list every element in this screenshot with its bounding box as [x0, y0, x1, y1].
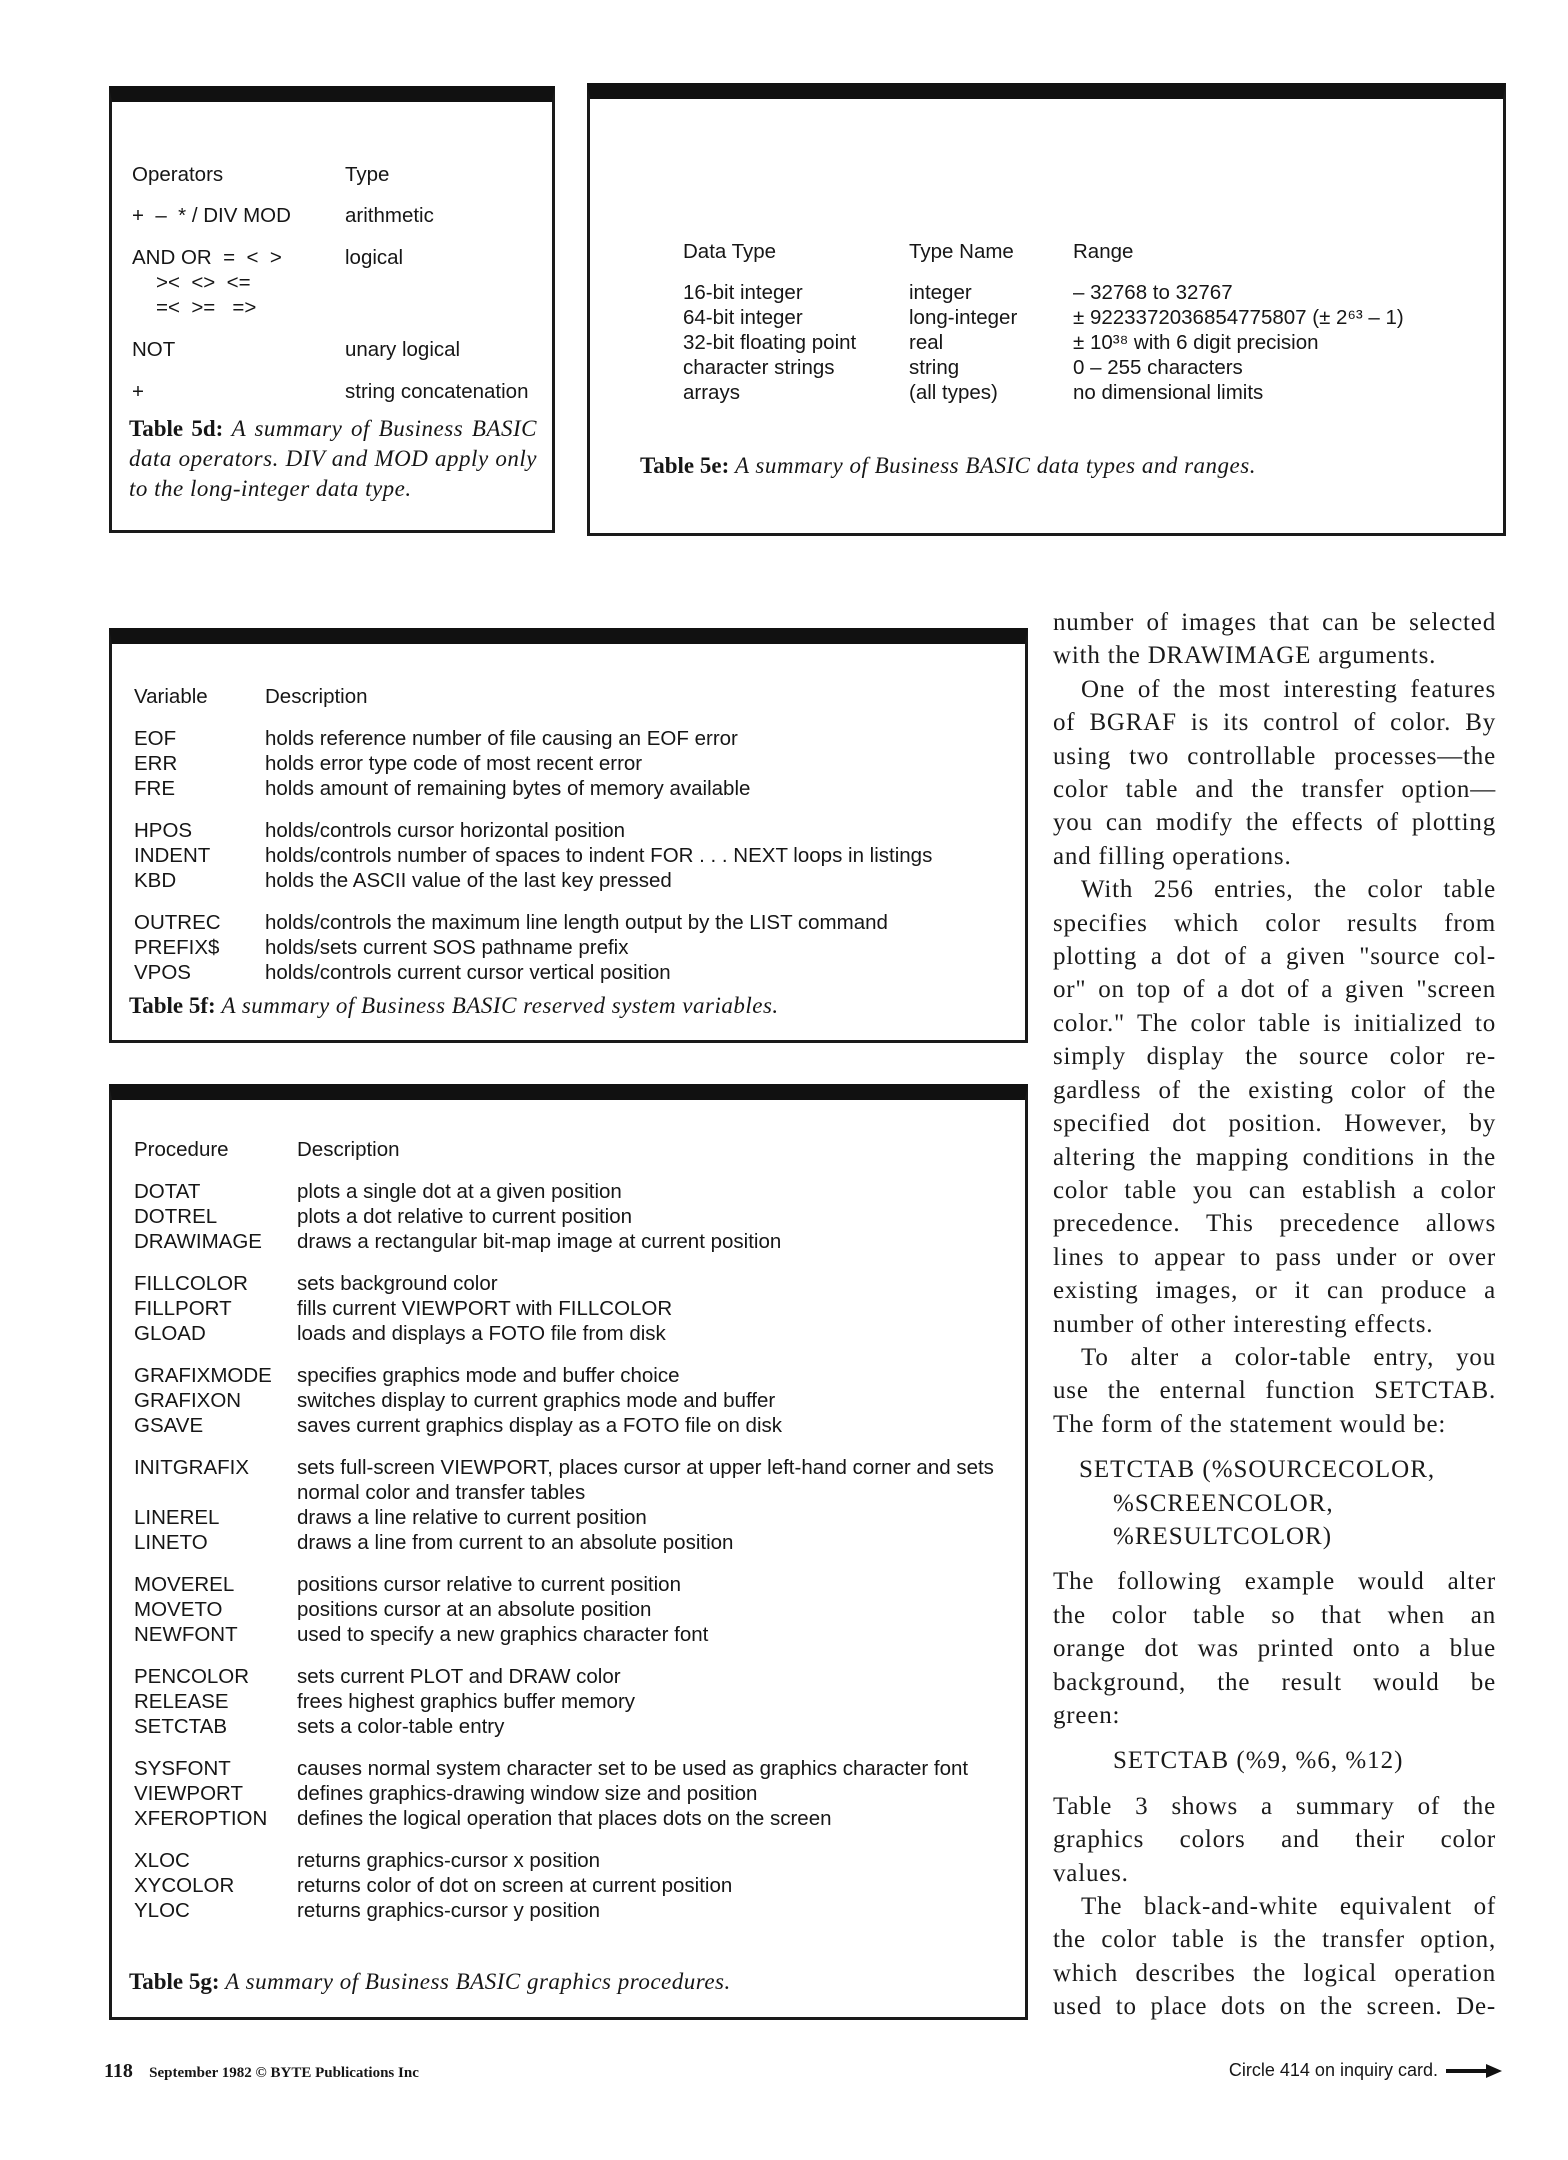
table-cell: real [909, 331, 944, 354]
row-group [134, 726, 1014, 801]
table-row [134, 751, 1014, 776]
code-line: %SCREENCOLOR, [1113, 1489, 1334, 1517]
name-cell: RELEASE [134, 1690, 229, 1713]
text-line: gardless of the existing color of the [1053, 1076, 1496, 1104]
table-cell: no dimensional limits [1073, 381, 1264, 404]
row-group [134, 1363, 1014, 1438]
text-line: altering the mapping conditions in the [1053, 1143, 1496, 1171]
operator-line: >< <> <= [156, 271, 251, 294]
table-row [134, 1296, 1014, 1321]
name-cell: SETCTAB [134, 1715, 228, 1738]
text-line: using two controllable processes—the [1053, 742, 1496, 770]
table-row [134, 1597, 1014, 1622]
table-5f-body [134, 684, 1014, 1002]
name-cell: OUTREC [134, 911, 221, 934]
column-header: Variable [134, 685, 208, 708]
type-cell: logical [345, 246, 404, 269]
name-cell: PENCOLOR [134, 1665, 250, 1688]
description-cell: sets background color [297, 1272, 498, 1295]
paragraph [1053, 1890, 1496, 2024]
paragraph [1053, 873, 1496, 1341]
text-line: plotting a dot of a given "source col- [1053, 943, 1496, 971]
table-row [134, 960, 1014, 985]
column-header: Description [297, 1138, 400, 1161]
name-cell: FILLPORT [134, 1297, 232, 1320]
description-cell: holds error type code of most recent error [265, 752, 643, 775]
type-cell: unary logical [345, 338, 461, 361]
name-cell: NEWFONT [134, 1623, 238, 1646]
description-cell: positions cursor at an absolute position [297, 1598, 652, 1621]
table-row [134, 1898, 1014, 1923]
text-line: existing images, or it can produce a [1053, 1277, 1496, 1305]
operators-cell [132, 379, 345, 404]
column-header: Type Name [909, 240, 1014, 263]
name-cell: LINEREL [134, 1506, 220, 1529]
table-row [134, 1848, 1014, 1873]
description-cell: specifies graphics mode and buffer choice [297, 1364, 680, 1387]
table-row [134, 1756, 1014, 1781]
table-row [134, 868, 1014, 893]
table-row [134, 1873, 1014, 1898]
table-row [134, 1229, 1014, 1254]
description-cell: causes normal system character set to be used as graphics character font [297, 1757, 969, 1780]
text-line: Table 3 shows a summary of the [1053, 1792, 1496, 1820]
footer-right [1229, 2060, 1502, 2081]
table-row [134, 1413, 1014, 1438]
table-row [132, 337, 542, 362]
table-row [683, 380, 1483, 405]
name-cell: MOVEREL [134, 1573, 235, 1596]
description-cell: returns graphics-cursor y position [297, 1899, 601, 1922]
name-cell: DOTAT [134, 1180, 201, 1203]
name-cell: INDENT [134, 844, 211, 867]
table-5d-caption [129, 414, 537, 504]
paragraph [1053, 1341, 1496, 1441]
column-header: Data Type [683, 240, 777, 263]
description-cell: draws a rectangular bit-map image at current position [297, 1230, 782, 1253]
table-cell: 16-bit integer [683, 281, 803, 304]
text-line: green: [1053, 1702, 1121, 1729]
article-column [1053, 606, 1496, 2024]
table-row [132, 379, 542, 404]
text-line: color table you can establish a color [1053, 1176, 1496, 1204]
description-cell: sets current PLOT and DRAW color [297, 1665, 621, 1688]
text-line: One of the most interesting features [1081, 675, 1496, 703]
row-group [134, 1756, 1014, 1831]
text-line: used to place dots on the screen. De- [1053, 1993, 1496, 2021]
table-cell: (all types) [909, 381, 998, 404]
row-group [134, 910, 1014, 985]
table-row [134, 1806, 1014, 1831]
table-cell: long-integer [909, 306, 1018, 329]
table-cell: character strings [683, 356, 835, 379]
row-group [134, 1271, 1014, 1346]
text-line: orange dot was printed onto a blue [1053, 1635, 1496, 1663]
table-5d [109, 86, 555, 533]
caption-label: Table 5f: [129, 993, 216, 1018]
operator-line: + – * / DIV MOD [132, 204, 291, 227]
name-cell: HPOS [134, 819, 193, 842]
table-cell: 0 – 255 characters [1073, 356, 1243, 379]
table-cell: ± 10³⁸ with 6 digit precision [1073, 331, 1319, 354]
description-cell: saves current graphics display as a FOTO file on disk [297, 1414, 782, 1437]
name-cell: DRAWIMAGE [134, 1230, 262, 1253]
name-cell: XLOC [134, 1849, 190, 1872]
text-line: number of images that can be selected [1053, 609, 1496, 636]
description-cell: plots a single dot at a given position [297, 1180, 622, 1203]
page-number: 118 [104, 2060, 133, 2082]
caption-text: A summary of Business BASIC graphics procedures. [225, 1969, 731, 1994]
table-row [134, 1455, 1014, 1505]
row-group [134, 1664, 1014, 1739]
table-cell: 32-bit floating point [683, 331, 857, 354]
name-cell: EOF [134, 727, 177, 750]
name-cell: INITGRAFIX [134, 1456, 250, 1479]
text-line: To alter a color-table entry, you [1081, 1343, 1496, 1371]
table-row [134, 1363, 1014, 1388]
caption-label: Table 5e: [640, 453, 730, 478]
text-line: The black-and-white equivalent of [1081, 1893, 1496, 1921]
text-line: graphics colors and their color [1053, 1826, 1496, 1854]
text-line: With 256 entries, the color table [1081, 876, 1496, 904]
table-row [134, 1505, 1014, 1530]
name-cell: VIEWPORT [134, 1782, 243, 1805]
caption-text: A summary of Business BASIC data types and ranges. [735, 453, 1256, 478]
name-cell: MOVETO [134, 1598, 223, 1621]
description-cell: plots a dot relative to current position [297, 1205, 633, 1228]
table-5f-caption [129, 991, 779, 1021]
table-cell: ± 9223372036854775807 (± 2⁶³ – 1) [1073, 306, 1404, 329]
text-line: lines to appear to pass under or over [1053, 1243, 1496, 1271]
table-cell: string [909, 356, 960, 379]
description-cell: holds amount of remaining bytes of memory available [265, 777, 751, 800]
table-5d-body [132, 162, 542, 421]
description-cell: sets full-screen VIEWPORT, places cursor at upper left-hand corner and sets normal color and transfer tables [297, 1456, 994, 1504]
description-cell: loads and displays a FOTO file from disk [297, 1322, 666, 1345]
code-block [1053, 1453, 1496, 1553]
row-group [134, 1848, 1014, 1923]
table-row [134, 1664, 1014, 1689]
operators-cell [132, 245, 345, 320]
description-cell: returns graphics-cursor x position [297, 1849, 601, 1872]
table-row [134, 843, 1014, 868]
text-line: color table and the transfer option— [1053, 776, 1496, 804]
description-cell: defines the logical operation that places dots on the screen [297, 1807, 832, 1830]
table-row [134, 818, 1014, 843]
name-cell: YLOC [134, 1899, 190, 1922]
footer-left [104, 2060, 419, 2083]
description-cell: sets a color-table entry [297, 1715, 505, 1738]
table-5e-body [683, 239, 1483, 405]
table-row [134, 910, 1014, 935]
name-cell: SYSFONT [134, 1757, 231, 1780]
name-cell: XYCOLOR [134, 1874, 235, 1897]
table-row [683, 280, 1483, 305]
table-row [134, 1572, 1014, 1597]
description-cell: holds/controls number of spaces to indent FOR . . . NEXT loops in listings [265, 844, 933, 867]
caption-text: A summary of Business BASIC data operators. DIV and MOD apply only to the long-integer data type. [129, 416, 538, 501]
table-row [134, 935, 1014, 960]
description-cell: defines graphics-drawing window size and position [297, 1782, 758, 1805]
description-cell: holds/sets current SOS pathname prefix [265, 936, 629, 959]
operators-cell [132, 203, 345, 228]
table-5g [109, 1084, 1028, 2020]
table-row [134, 1321, 1014, 1346]
table-row [134, 776, 1014, 801]
name-cell: FILLCOLOR [134, 1272, 248, 1295]
name-cell: VPOS [134, 961, 191, 984]
code-block [1053, 1744, 1496, 1777]
description-cell: fills current VIEWPORT with FILLCOLOR [297, 1297, 673, 1320]
row-group [134, 1572, 1014, 1647]
text-line: or" on top of a dot of a given "screen [1053, 976, 1496, 1004]
text-line: the color table so that when an [1053, 1601, 1496, 1629]
text-line: precedence. This precedence allows [1053, 1210, 1496, 1238]
description-cell: returns color of dot on screen at current position [297, 1874, 733, 1897]
caption-label: Table 5d: [129, 416, 224, 441]
table-row [134, 726, 1014, 751]
text-line: background, the result would be [1053, 1668, 1496, 1696]
text-line: values. [1053, 1859, 1129, 1887]
description-cell: positions cursor relative to current position [297, 1573, 681, 1596]
description-cell: switches display to current graphics mode and buffer [297, 1389, 776, 1412]
operator-line: AND OR = < > [132, 246, 282, 269]
column-header: Operators [132, 163, 224, 186]
paragraph [1053, 673, 1496, 873]
issue-line: September 1982 © BYTE Publications Inc [149, 2065, 419, 2081]
row-group [134, 818, 1014, 893]
text-line: you can modify the effects of plotting [1053, 809, 1496, 837]
table-cell: – 32768 to 32767 [1073, 281, 1233, 304]
table-row [134, 1714, 1014, 1739]
operator-line: =< >= => [156, 296, 257, 319]
table-row [134, 1388, 1014, 1413]
table-row [134, 1530, 1014, 1555]
operator-line: + [132, 380, 144, 403]
code-line: %RESULTCOLOR) [1113, 1522, 1333, 1550]
text-line: the color table is the transfer option, [1053, 1926, 1496, 1954]
table-cell: integer [909, 281, 972, 304]
description-cell: holds the ASCII value of the last key pressed [265, 869, 672, 892]
table-row [134, 1622, 1014, 1647]
right-arrow-icon [1446, 2063, 1502, 2079]
paragraph [1053, 1790, 1496, 1890]
table-5g-body [134, 1137, 1014, 1940]
table-row [134, 1689, 1014, 1714]
description-cell: holds/controls current cursor vertical position [265, 961, 671, 984]
name-cell: FRE [134, 777, 175, 800]
description-cell: frees highest graphics buffer memory [297, 1690, 636, 1713]
text-line: specifies which color results from [1053, 909, 1496, 937]
table-5g-caption [129, 1967, 731, 1997]
column-header: Procedure [134, 1138, 229, 1161]
name-cell: DOTREL [134, 1205, 218, 1228]
table-cell: arrays [683, 381, 740, 404]
text-line: number of other interesting effects. [1053, 1310, 1434, 1338]
operators-cell [132, 337, 345, 362]
description-cell: draws a line from current to an absolute position [297, 1531, 734, 1554]
name-cell: LINETO [134, 1531, 208, 1554]
paragraph [1053, 1565, 1496, 1732]
type-cell: arithmetic [345, 204, 434, 227]
table-row [683, 355, 1483, 380]
table-cell: 64-bit integer [683, 306, 803, 329]
name-cell: GLOAD [134, 1322, 206, 1345]
name-cell: GRAFIXON [134, 1389, 242, 1412]
paragraph [1053, 606, 1496, 673]
name-cell: GSAVE [134, 1414, 204, 1437]
table-row [132, 245, 542, 320]
table-row [134, 1781, 1014, 1806]
text-line: specified dot position. However, by [1053, 1110, 1496, 1138]
text-line: The following example would alter [1053, 1568, 1496, 1596]
code-line: SETCTAB (%SOURCECOLOR, [1079, 1456, 1436, 1484]
text-line: with the DRAWIMAGE arguments. [1053, 642, 1437, 670]
column-header: Description [265, 685, 368, 708]
description-cell: draws a line relative to current position [297, 1506, 647, 1529]
caption-text: A summary of Business BASIC reserved system variables. [221, 993, 779, 1018]
code-line: SETCTAB (%9, %6, %12) [1113, 1747, 1404, 1775]
table-row [134, 1204, 1014, 1229]
row-group [134, 1179, 1014, 1254]
description-cell: used to specify a new graphics character font [297, 1623, 709, 1646]
description-cell: holds/controls cursor horizontal position [265, 819, 626, 842]
table-row [132, 203, 542, 228]
operator-line: NOT [132, 338, 176, 361]
table-row [683, 305, 1483, 330]
name-cell: XFEROPTION [134, 1807, 268, 1830]
description-cell: holds reference number of file causing an EOF error [265, 727, 738, 750]
table-5f [109, 628, 1028, 1043]
table-5e-caption [640, 451, 1256, 481]
row-group [134, 1455, 1014, 1555]
table-row [134, 1271, 1014, 1296]
name-cell: PREFIX$ [134, 936, 220, 959]
table-row [683, 330, 1483, 355]
column-header: Type [345, 163, 390, 186]
table-row [134, 1179, 1014, 1204]
text-line: simply display the source color re- [1053, 1043, 1496, 1071]
table-5e [587, 83, 1506, 536]
text-line: and filling operations. [1053, 842, 1292, 870]
caption-label: Table 5g: [129, 1969, 220, 1994]
type-cell: string concatenation [345, 380, 529, 403]
inquiry-note: Circle 414 on inquiry card. [1228, 2060, 1438, 2080]
text-line: of BGRAF is its control of color. By [1053, 709, 1496, 737]
description-cell: holds/controls the maximum line length output by the LIST command [265, 911, 888, 934]
name-cell: KBD [134, 869, 177, 892]
column-header: Range [1073, 240, 1134, 263]
text-line: The form of the statement would be: [1053, 1410, 1447, 1438]
text-line: which describes the logical operation [1053, 1959, 1496, 1987]
text-line: color." The color table is initialized to [1053, 1009, 1496, 1037]
text-line: use the enternal function SETCTAB. [1053, 1377, 1496, 1405]
name-cell: GRAFIXMODE [134, 1364, 272, 1387]
name-cell: ERR [134, 752, 178, 775]
